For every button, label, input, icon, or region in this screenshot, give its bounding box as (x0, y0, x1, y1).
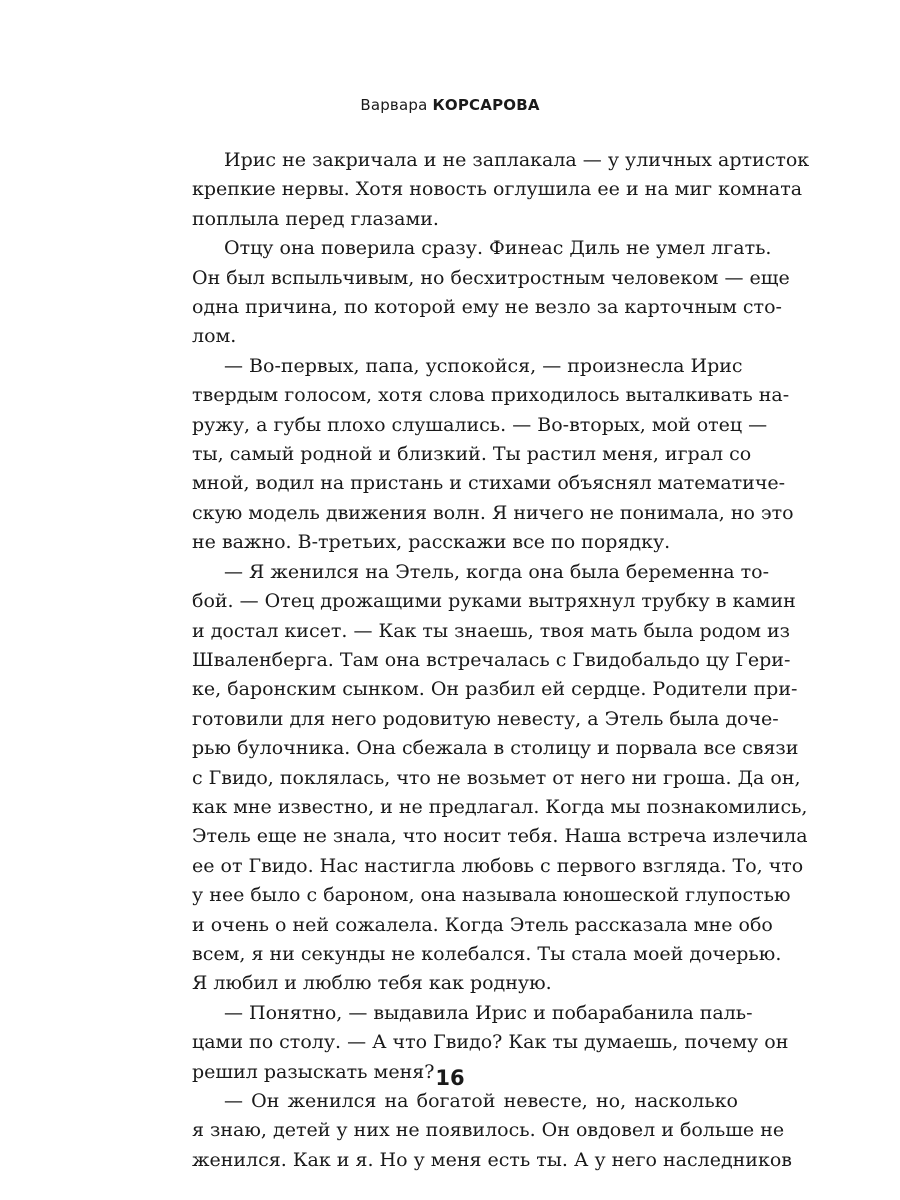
text-line: Этель еще не знала, что носит тебя. Наша встреча излечила (192, 825, 808, 848)
paragraph (192, 1087, 792, 1175)
text-line: поплыла перед глазами. (192, 207, 439, 230)
text-line: с Гвидо, поклялась, что не возьмет от него ни гроша. Да он, (192, 766, 801, 789)
text-line: мной, водил на пристань и стихами объяснял математиче- (192, 472, 786, 495)
text-line: и достал кисет. — Как ты знаешь, твоя мать была родом из (192, 619, 791, 642)
text-line: ке, баронским сынком. Он разбил ей сердце. Родители при- (192, 678, 798, 701)
text-line: Он был вспыльчивым, но бесхитростным человеком — еще (192, 266, 790, 289)
text-line: — Он женился на богатой невесте, но, насколько (224, 1090, 738, 1112)
text-line: одна причина, по которой ему не везло за карточным сто- (192, 296, 782, 319)
paragraph (192, 146, 810, 234)
author-last-name: КОРСАРОВА (432, 96, 540, 114)
author-first-name: Варвара (360, 96, 428, 114)
text-line: ты, самый родной и близкий. Ты растил меня, играл со (192, 443, 752, 466)
text-line: ее от Гвидо. Нас настигла любовь с первого взгляда. То, что (192, 854, 804, 877)
text-line: Отцу она поверила сразу. Финеас Диль не умел лгать. (224, 237, 772, 260)
text-line: всем, я ни секунды не колебался. Ты стала моей дочерью. (192, 942, 782, 965)
body-text (192, 146, 810, 1175)
text-line: бой. — Отец дрожащими руками вытряхнул трубку в камин (192, 590, 796, 613)
page-number: 16 (435, 1066, 465, 1090)
text-line: как мне известно, и не предлагал. Когда мы познакомились, (192, 795, 808, 818)
text-line: Ирис не закричала и не заплакала — у уличных артисток (224, 149, 810, 171)
paragraph (192, 234, 790, 352)
text-line: ружу, а губы плохо слушались. — Во-вторых, мой отец — (192, 413, 768, 436)
text-line: Шваленберга. Там она встречалась с Гвидобальдо цу Гери- (192, 648, 791, 671)
text-line: и очень о ней сожалела. Когда Этель рассказала мне обо (192, 913, 773, 936)
running-head (0, 96, 900, 114)
paragraph (192, 558, 808, 999)
text-line: лом. (192, 325, 237, 348)
text-line: — Понятно, — выдавила Ирис и побарабанила паль- (224, 1001, 753, 1024)
text-line: — Во-первых, папа, успокойся, — произнесла Ирис (224, 354, 743, 377)
text-line: рью булочника. Она сбежала в столицу и порвала все связи (192, 737, 799, 760)
text-line: крепкие нервы. Хотя новость оглушила ее и на миг комната (192, 178, 803, 201)
text-line: готовили для него родовитую невесту, а Этель была доче- (192, 707, 779, 730)
text-line: у нее было с бароном, она называла юношеской глупостью (192, 884, 791, 907)
text-line: твердым голосом, хотя слова приходилось выталкивать на- (192, 384, 790, 407)
text-line: скую модель движения волн. Я ничего не понимала, но это (192, 501, 794, 524)
text-line: — Я женился на Этель, когда она была беременна то- (224, 560, 770, 583)
text-line: я знаю, детей у них не появилось. Он овдовел и больше не (192, 1119, 785, 1142)
text-line: цами по столу. — А что Гвидо? Как ты думаешь, почему он (192, 1031, 789, 1054)
text-line: женился. Как и я. Но у меня есть ты. А у него наследников (192, 1148, 792, 1171)
text-line: Я любил и люблю тебя как родную. (192, 972, 552, 995)
text-line: не важно. В-третьих, расскажи все по порядку. (192, 531, 671, 554)
text-line: решил разыскать меня? (192, 1060, 435, 1083)
paragraph (192, 352, 794, 558)
